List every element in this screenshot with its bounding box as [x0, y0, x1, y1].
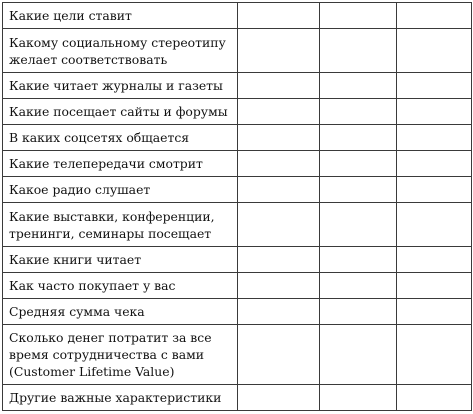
- empty-cell: [397, 3, 472, 29]
- empty-cell: [397, 125, 472, 151]
- table-row: [3, 3, 472, 29]
- table-row: [3, 29, 472, 73]
- empty-cell: [320, 99, 397, 125]
- empty-cell: [320, 299, 397, 325]
- row-label: Какие выставки, конференции, тренинги, семинары посещает: [3, 203, 238, 247]
- empty-cell: [238, 325, 320, 385]
- row-label: Какие книги читает: [3, 247, 238, 273]
- empty-cell: [397, 203, 472, 247]
- empty-cell: [238, 385, 320, 411]
- table-row: [3, 73, 472, 99]
- row-label: Другие важные характеристики: [3, 385, 238, 411]
- empty-cell: [397, 99, 472, 125]
- row-label: В каких соцсетях общается: [3, 125, 238, 151]
- table-row: [3, 247, 472, 273]
- empty-cell: [397, 325, 472, 385]
- empty-cell: [320, 3, 397, 29]
- row-label: Какие читает журналы и газеты: [3, 73, 238, 99]
- row-label: Какие телепередачи смотрит: [3, 151, 238, 177]
- empty-cell: [238, 177, 320, 203]
- empty-cell: [320, 247, 397, 273]
- row-label: Сколько денег потратит за все время сотрудничества с вами (Customer Lifetime Value): [3, 325, 238, 385]
- empty-cell: [397, 151, 472, 177]
- table-row: [3, 203, 472, 247]
- empty-cell: [397, 299, 472, 325]
- table-row: [3, 385, 472, 411]
- empty-cell: [397, 73, 472, 99]
- table-row: [3, 299, 472, 325]
- table-row: [3, 151, 472, 177]
- empty-cell: [397, 385, 472, 411]
- table-row: [3, 273, 472, 299]
- empty-cell: [238, 151, 320, 177]
- table-row: [3, 125, 472, 151]
- table-row: [3, 99, 472, 125]
- empty-cell: [397, 273, 472, 299]
- empty-cell: [238, 99, 320, 125]
- empty-cell: [238, 203, 320, 247]
- empty-cell: [397, 247, 472, 273]
- table-row: [3, 177, 472, 203]
- row-label: Какому социальному стереотипу желает соответствовать: [3, 29, 238, 73]
- empty-cell: [238, 247, 320, 273]
- row-label: Какие посещает сайты и форумы: [3, 99, 238, 125]
- empty-cell: [320, 125, 397, 151]
- empty-cell: [397, 177, 472, 203]
- empty-cell: [397, 29, 472, 73]
- row-label: Какое радио слушает: [3, 177, 238, 203]
- empty-cell: [238, 125, 320, 151]
- row-label: Средняя сумма чека: [3, 299, 238, 325]
- empty-cell: [238, 73, 320, 99]
- empty-cell: [320, 203, 397, 247]
- empty-cell: [320, 273, 397, 299]
- empty-cell: [238, 3, 320, 29]
- empty-cell: [320, 29, 397, 73]
- empty-cell: [238, 273, 320, 299]
- empty-cell: [320, 73, 397, 99]
- empty-cell: [320, 325, 397, 385]
- row-label: Какие цели ставит: [3, 3, 238, 29]
- customer-profile-table: [2, 2, 472, 411]
- table-row: [3, 325, 472, 385]
- empty-cell: [238, 299, 320, 325]
- row-label: Как часто покупает у вас: [3, 273, 238, 299]
- empty-cell: [238, 29, 320, 73]
- empty-cell: [320, 151, 397, 177]
- empty-cell: [320, 177, 397, 203]
- empty-cell: [320, 385, 397, 411]
